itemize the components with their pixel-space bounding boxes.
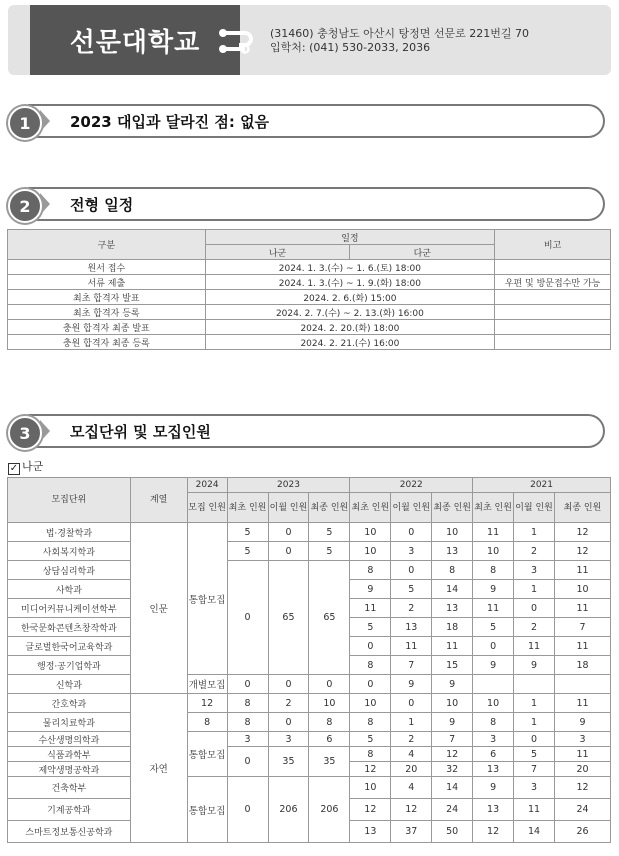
cell: 0	[391, 694, 432, 713]
cell: 9	[350, 580, 391, 599]
cell: 5	[227, 542, 268, 561]
cell: 13	[391, 618, 432, 637]
cell: 20	[554, 762, 610, 777]
schedule-table	[7, 229, 611, 350]
row-label: 서류 제출	[8, 275, 206, 290]
unit-name: 간호학과	[8, 694, 131, 713]
cell: 10	[350, 777, 391, 799]
unit-name: 행정·공기업학과	[8, 656, 131, 675]
row-note	[495, 290, 611, 305]
cell: 8	[350, 747, 391, 762]
cell: 3	[473, 732, 514, 747]
row-note	[495, 305, 611, 320]
col-added: 이월 인원	[268, 493, 309, 523]
cell: 3	[391, 542, 432, 561]
cell: 1	[514, 523, 555, 542]
cell: 13	[473, 799, 514, 821]
cell	[514, 675, 555, 694]
cell: 12	[350, 762, 391, 777]
cell: 8	[432, 561, 473, 580]
cell: 24	[554, 799, 610, 821]
col-final: 최종 인원	[554, 493, 610, 523]
cell: 14	[432, 580, 473, 599]
method-integrated: 통합모집	[187, 523, 227, 675]
cell: 5	[514, 747, 555, 762]
cell: 0	[227, 747, 268, 777]
cell: 1	[514, 713, 555, 732]
cell: 20	[391, 762, 432, 777]
col-field: 계열	[130, 478, 187, 523]
method-separate: 개별모집	[187, 675, 227, 694]
col-category: 구분	[8, 230, 206, 260]
cell: 0	[350, 637, 391, 656]
field-humanities: 인문	[130, 523, 187, 694]
cell: 0	[309, 675, 350, 694]
cell: 7	[391, 656, 432, 675]
recruitment-table	[7, 477, 611, 843]
cell: 5	[309, 523, 350, 542]
cell: 9	[432, 675, 473, 694]
address: (31460) 충청남도 아산시 탕정면 선문로 221번길 70	[270, 27, 529, 40]
unit-name: 기계공학과	[8, 799, 131, 821]
cell: 9	[514, 656, 555, 675]
cell: 7	[514, 762, 555, 777]
cell: 14	[514, 821, 555, 843]
cell: 9	[473, 580, 514, 599]
cell: 10	[432, 523, 473, 542]
cell: 0	[227, 777, 268, 843]
cell: 12	[350, 799, 391, 821]
col-recruit: 모집 인원	[187, 493, 227, 523]
cell: 8	[227, 713, 268, 732]
cell: 1	[391, 713, 432, 732]
cell: 10	[350, 694, 391, 713]
cell: 7	[554, 618, 610, 637]
cell: 65	[268, 561, 309, 675]
cell: 9	[391, 675, 432, 694]
cell: 13	[473, 762, 514, 777]
cell: 65	[309, 561, 350, 675]
row-date: 2024. 2. 21.(수) 16:00	[205, 335, 495, 350]
cell: 2	[391, 732, 432, 747]
cell: 11	[554, 561, 610, 580]
section-title: 모집단위 및 모집인원	[70, 423, 211, 441]
unit-name: 물리치료학과	[8, 713, 131, 732]
cell: 8	[309, 713, 350, 732]
table-row	[8, 335, 611, 350]
cell: 5	[391, 580, 432, 599]
row-note: 우편 및 방문접수만 가능	[495, 275, 611, 290]
cell: 5	[227, 523, 268, 542]
cell: 4	[391, 747, 432, 762]
cell: 5	[309, 542, 350, 561]
unit-name: 신학과	[8, 675, 131, 694]
method-integrated: 통합모집	[187, 777, 227, 843]
cell: 11	[473, 599, 514, 618]
unit-name: 상담심리학과	[8, 561, 131, 580]
section-2-header	[8, 187, 611, 221]
row-note	[495, 320, 611, 335]
binder-clip-icon	[215, 23, 253, 59]
cell: 9	[554, 713, 610, 732]
method-integrated: 통합모집	[187, 732, 227, 777]
cell: 9	[432, 713, 473, 732]
section-title: 2023 대입과 달라진 점: 없음	[70, 113, 270, 131]
cell: 0	[227, 675, 268, 694]
admissions-phone: 입학처: (041) 530-2033, 2036	[270, 41, 431, 54]
cell: 0	[473, 637, 514, 656]
cell: 0	[268, 542, 309, 561]
cell	[473, 675, 514, 694]
cell: 9	[473, 777, 514, 799]
cell: 2	[514, 618, 555, 637]
table-row	[8, 275, 611, 290]
cell: 13	[350, 821, 391, 843]
cell: 13	[432, 599, 473, 618]
cell: 10	[309, 694, 350, 713]
row-date: 2024. 2. 7.(수) ~ 2. 13.(화) 16:00	[205, 305, 495, 320]
cell: 6	[309, 732, 350, 747]
cell: 5	[350, 732, 391, 747]
row-note	[495, 260, 611, 275]
col-2023: 2023	[227, 478, 350, 493]
cell: 0	[350, 675, 391, 694]
cell: 10	[432, 694, 473, 713]
cell: 10	[473, 542, 514, 561]
table-row	[8, 523, 611, 542]
row-date: 2024. 1. 3.(수) ~ 1. 6.(토) 18:00	[205, 260, 495, 275]
section-1-header	[8, 104, 611, 138]
col-initial: 최초 인원	[227, 493, 268, 523]
col-unit: 모집단위	[8, 478, 131, 523]
section-number: 1	[8, 106, 42, 140]
unit-name: 한국문화콘텐츠창작학과	[8, 618, 131, 637]
row-note	[495, 335, 611, 350]
cell: 12	[432, 747, 473, 762]
cell: 32	[432, 762, 473, 777]
cell: 12	[187, 694, 227, 713]
unit-name: 스마트정보통신공학과	[8, 821, 131, 843]
unit-name: 사학과	[8, 580, 131, 599]
cell: 8	[350, 713, 391, 732]
cell: 11	[554, 694, 610, 713]
unit-name: 수산생명의학과	[8, 732, 131, 747]
cell: 10	[554, 580, 610, 599]
cell: 10	[350, 542, 391, 561]
cell: 14	[432, 777, 473, 799]
section-number: 3	[8, 416, 42, 450]
cell: 3	[554, 732, 610, 747]
cell: 15	[432, 656, 473, 675]
group-label	[8, 458, 43, 475]
group-label-text: 나군	[22, 460, 44, 473]
cell: 9	[473, 656, 514, 675]
cell: 8	[473, 561, 514, 580]
cell: 2	[268, 694, 309, 713]
cell: 0	[268, 523, 309, 542]
col-added: 이월 인원	[391, 493, 432, 523]
row-label: 최초 합격자 발표	[8, 290, 206, 305]
cell: 8	[473, 713, 514, 732]
section-title: 전형 일정	[70, 196, 134, 214]
cell: 2	[391, 599, 432, 618]
col-2021: 2021	[473, 478, 611, 493]
section-3-header	[8, 414, 611, 448]
contact-info	[270, 27, 529, 55]
cell: 0	[227, 561, 268, 675]
table-row	[8, 747, 611, 762]
cell: 0	[391, 523, 432, 542]
col-initial: 최초 인원	[350, 493, 391, 523]
col-da-group: 다군	[350, 245, 495, 260]
cell: 11	[554, 747, 610, 762]
row-label: 원서 접수	[8, 260, 206, 275]
unit-name: 식품과학부	[8, 747, 131, 762]
cell: 8	[187, 713, 227, 732]
col-added: 이월 인원	[514, 493, 555, 523]
cell: 3	[514, 777, 555, 799]
cell: 5	[350, 618, 391, 637]
cell: 12	[391, 799, 432, 821]
col-final: 최종 인원	[309, 493, 350, 523]
cell: 5	[473, 618, 514, 637]
cell: 50	[432, 821, 473, 843]
col-schedule: 일정	[205, 230, 495, 245]
cell: 12	[554, 542, 610, 561]
col-final: 최종 인원	[432, 493, 473, 523]
cell: 206	[309, 777, 350, 843]
cell: 35	[268, 747, 309, 777]
cell: 1	[514, 580, 555, 599]
cell: 12	[554, 777, 610, 799]
checkbox-checked-icon: ✓	[9, 463, 19, 474]
cell	[554, 675, 610, 694]
table-row	[8, 777, 611, 799]
cell: 4	[391, 777, 432, 799]
cell: 24	[432, 799, 473, 821]
table-row	[8, 320, 611, 335]
cell: 3	[514, 561, 555, 580]
unit-name: 제약생명공학과	[8, 762, 131, 777]
table-row	[8, 561, 611, 580]
cell: 1	[514, 694, 555, 713]
unit-name: 글로벌한국어교육학과	[8, 637, 131, 656]
row-label: 충원 합격자 최종 발표	[8, 320, 206, 335]
unit-name: 법·경찰학과	[8, 523, 131, 542]
cell: 0	[268, 675, 309, 694]
cell: 35	[309, 747, 350, 777]
cell: 0	[514, 732, 555, 747]
cell: 3	[268, 732, 309, 747]
field-science: 자연	[130, 694, 187, 843]
cell: 0	[514, 599, 555, 618]
cell: 18	[432, 618, 473, 637]
cell: 0	[391, 561, 432, 580]
cell: 11	[432, 637, 473, 656]
col-2024: 2024	[187, 478, 227, 493]
row-label: 최초 합격자 등록	[8, 305, 206, 320]
cell: 8	[350, 561, 391, 580]
cell: 11	[554, 599, 610, 618]
table-row	[8, 675, 611, 694]
cell: 37	[391, 821, 432, 843]
cell: 6	[473, 747, 514, 762]
cell: 8	[227, 694, 268, 713]
cell: 12	[473, 821, 514, 843]
cell: 26	[554, 821, 610, 843]
cell: 7	[432, 732, 473, 747]
table-row	[8, 290, 611, 305]
table-row	[8, 713, 611, 732]
cell: 0	[268, 713, 309, 732]
col-na-group: 나군	[205, 245, 350, 260]
section-number: 2	[8, 189, 42, 223]
col-initial: 최초 인원	[473, 493, 514, 523]
cell: 11	[514, 637, 555, 656]
cell: 18	[554, 656, 610, 675]
table-row	[8, 542, 611, 561]
cell: 12	[554, 523, 610, 542]
cell: 8	[350, 656, 391, 675]
unit-name: 건축학부	[8, 777, 131, 799]
table-row	[8, 732, 611, 747]
table-row	[8, 305, 611, 320]
unit-name: 사회복지학과	[8, 542, 131, 561]
row-date: 2024. 2. 6.(화) 15:00	[205, 290, 495, 305]
cell: 11	[473, 523, 514, 542]
cell: 13	[432, 542, 473, 561]
row-date: 2024. 1. 3.(수) ~ 1. 9.(화) 18:00	[205, 275, 495, 290]
university-name: 선문대학교	[30, 5, 240, 75]
col-2022: 2022	[350, 478, 473, 493]
cell: 206	[268, 777, 309, 843]
table-row	[8, 260, 611, 275]
row-date: 2024. 2. 20.(화) 18:00	[205, 320, 495, 335]
row-label: 충원 합격자 최종 등록	[8, 335, 206, 350]
cell: 2	[514, 542, 555, 561]
table-row	[8, 694, 611, 713]
cell: 10	[350, 523, 391, 542]
cell: 11	[554, 637, 610, 656]
cell: 11	[514, 799, 555, 821]
cell: 10	[473, 694, 514, 713]
cell: 3	[227, 732, 268, 747]
cell: 11	[391, 637, 432, 656]
col-note: 비고	[495, 230, 611, 260]
page-header	[8, 5, 611, 75]
cell: 11	[350, 599, 391, 618]
unit-name: 미디어커뮤니케이션학부	[8, 599, 131, 618]
